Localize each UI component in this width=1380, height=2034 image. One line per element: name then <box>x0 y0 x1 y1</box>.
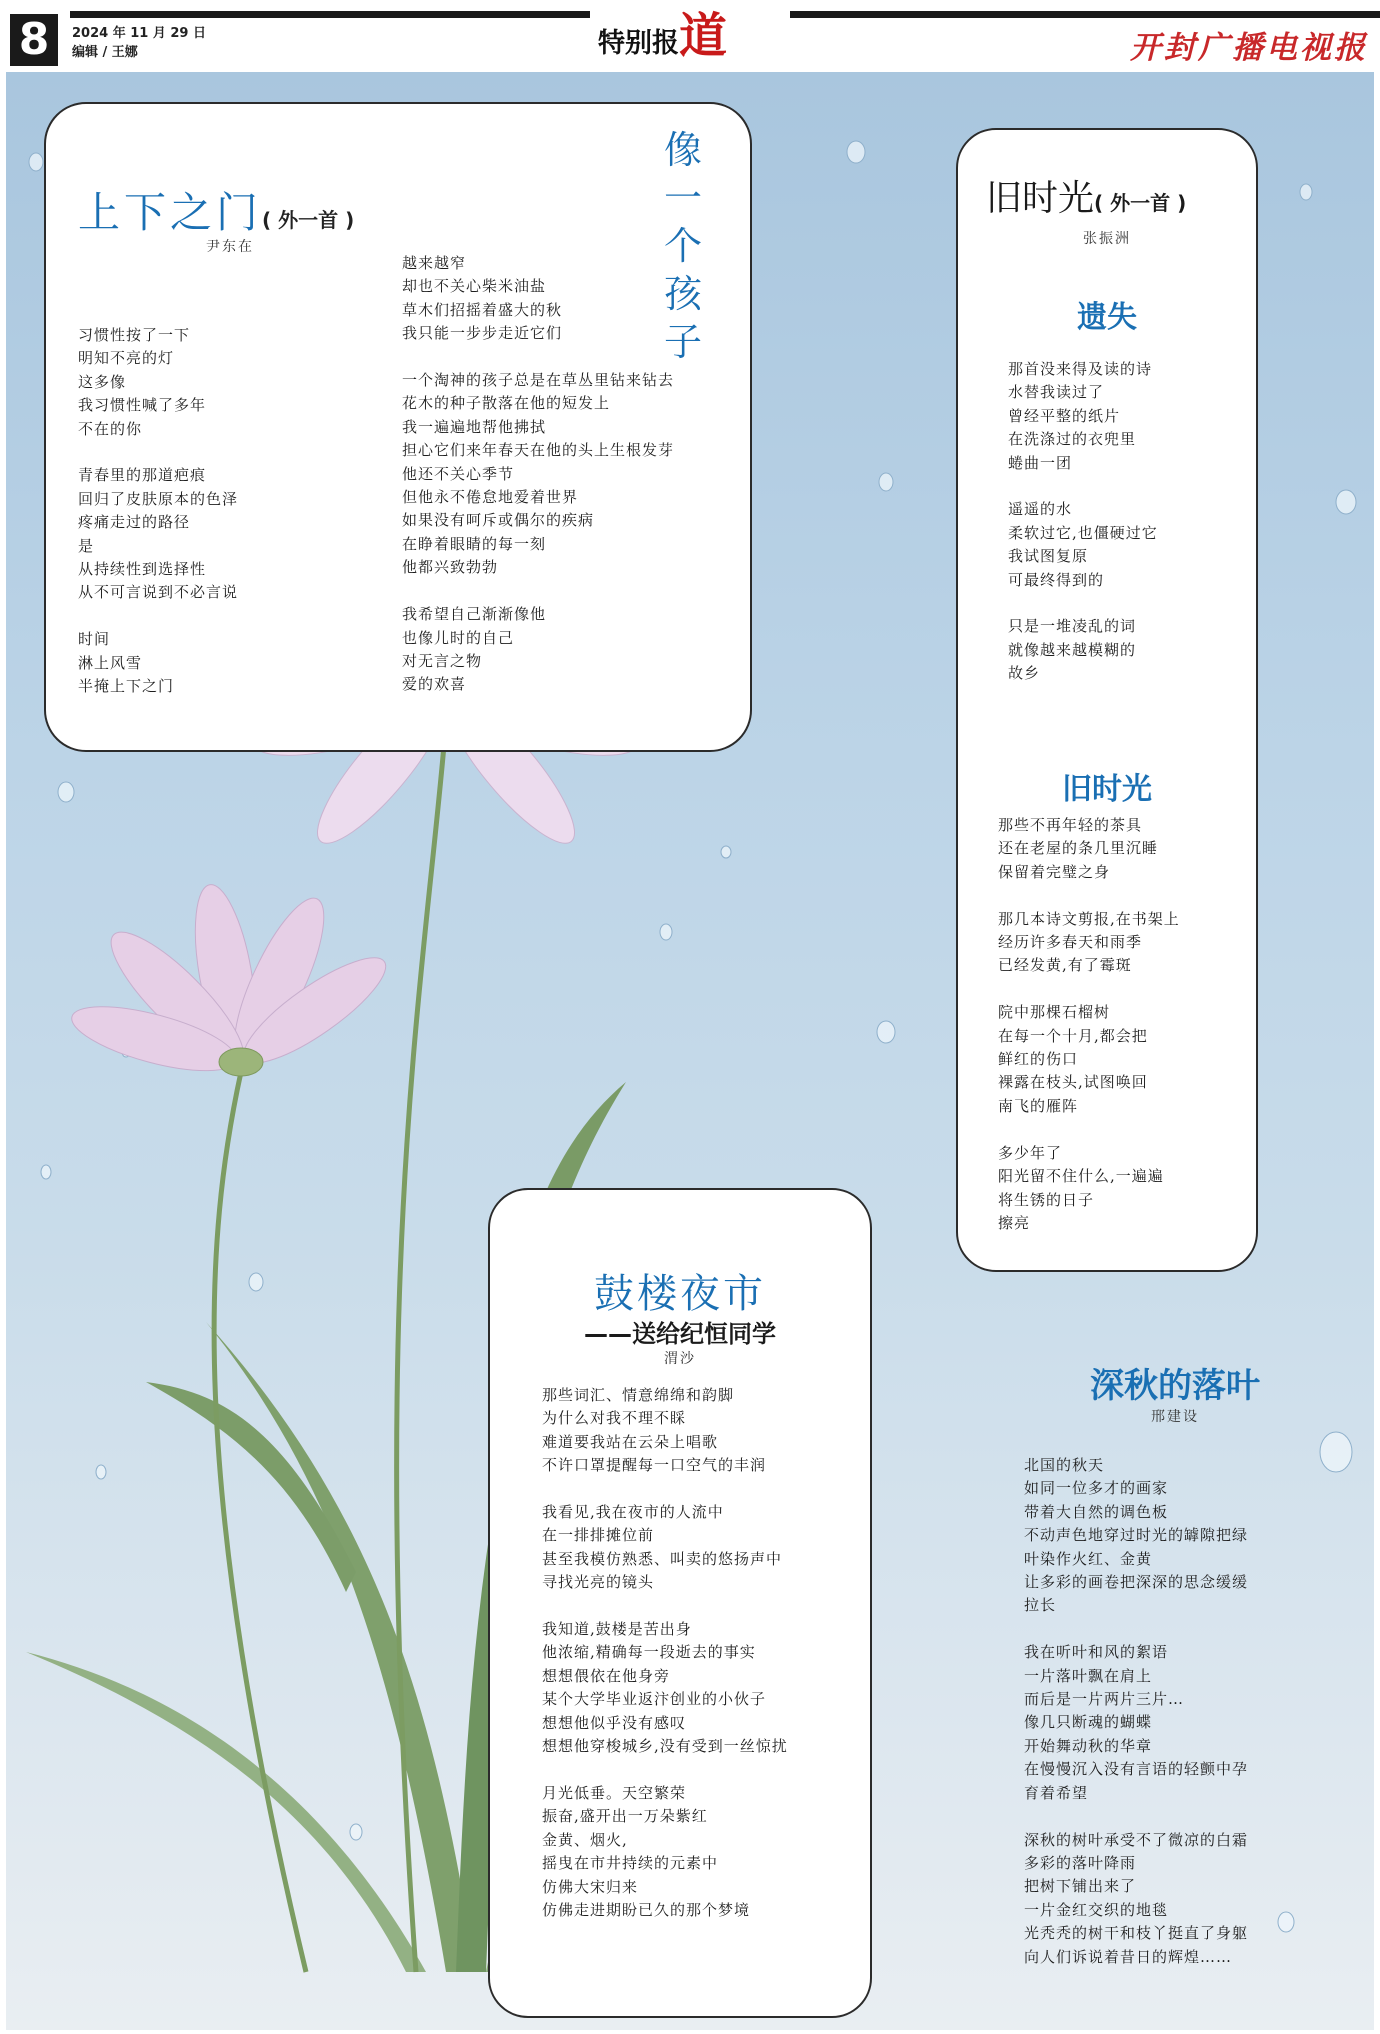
poem3-sub2-body: 那些不再年轻的茶具 还在老屋的条几里沉睡 保留着完璧之身 那几本诗文剪报,在书架上 经历许多春天和雨季 已经发黄,有了霉斑 院中那棵石榴树 在每一个十月,都会把 鲜红的伤口 裸露在枝头,试图唤回 南飞的雁阵 多少年了 阳光留不住什么,一遍遍 将生锈的日子 擦亮 <box>998 816 1180 1232</box>
poem1-body: 习惯性按了一下 明知不亮的灯 这多像 我习惯性喊了多年 不在的你 青春里的那道疤痕 回归了皮肤原本的色泽 疼痛走过的路径 是 从持续性到选择性 从不可言说到不必言说 时间 淋上风雪 半掩上下之门 <box>78 326 239 696</box>
poem3-sub2-title: 旧时光 <box>1062 772 1152 807</box>
poem2-body: 越来越窄 却也不关心柴米油盐 草木们招摇着盛大的秋 我只能一步步走近它们 一个淘神的孩子总是在草丛里钻来钻去 花木的种子散落在他的短发上 我一遍遍地帮他拂拭 担心它们来年春天在他的头上生根发芽 他还不关心季节 但他永不倦怠地爱着世界 如果没有呵斥或偶尔的疾病 在睁着眼睛的每一刻 他都兴致勃勃 我希望自己渐渐像他 也像儿时的自己 对无言之物 爱的欢喜 <box>402 254 675 694</box>
poem-card-gulouyeshi <box>488 1188 872 2018</box>
poem1-author: 尹东在 <box>206 239 254 255</box>
poem4-title: 鼓楼夜市 <box>594 1271 766 1317</box>
section-title <box>598 8 728 68</box>
poem2-title: 像一个孩子 <box>663 128 702 364</box>
section-title-main: 特别报 <box>598 28 679 59</box>
poem1-title: 上下之门 <box>78 188 263 237</box>
page-number: 8 <box>10 14 58 66</box>
poem3-sub1-body: 那首没来得及读的诗 水替我读过了 曾经平整的纸片 在洗涤过的衣兜里 蜷曲一团 遥遥的水 柔软过它,也僵硬过它 我试图复原 可最终得到的 只是一堆凌乱的词 就像越来越模糊的 故乡 <box>1008 360 1158 683</box>
poem5-author: 邢建设 <box>1151 1409 1199 1425</box>
poem-card-shangxiazhimen <box>44 102 752 752</box>
poem3-title-row <box>986 170 1186 221</box>
poem4-subtitle: ——送给纪恒同学 <box>584 1320 776 1348</box>
poem-section-shenqiu <box>1010 1350 1380 2010</box>
poem3-title: 旧时光 <box>986 178 1095 219</box>
poem3-title-suffix: ( 外一首 ) <box>1094 191 1187 215</box>
editor-credit: 编辑 / 王娜 <box>72 45 138 60</box>
poem4-author: 渭沙 <box>664 1351 696 1367</box>
page-header <box>0 0 1380 72</box>
poem-card-jiushiguang <box>956 128 1258 1272</box>
issue-date: 2024 年 11 月 29 日 <box>72 26 206 41</box>
poem3-sub1-title: 遗失 <box>1077 300 1137 335</box>
poem5-body: 北国的秋天 如同一位多才的画家 带着大自然的调色板 不动声色地穿过时光的罅隙把绿 叶染作火红、金黄 让多彩的画卷把深深的思念缓缓 拉长 我在听叶和风的絮语 一片落叶飘在肩上 而后是一片两片三片… 像几只断魂的蝴蝶 开始舞动秋的华章 在慢慢沉入没有言语的轻颤中孕 育着希望 深秋的树叶承受不了微凉的白霜 多彩的落叶降雨 把树下铺出来了 一片金红交织的地毯 光秃秃的树干和枝丫挺直了身躯 向人们诉说着昔日的辉煌…… <box>1024 1456 1249 1966</box>
newspaper-masthead: 开封广播电视报 <box>1130 30 1368 66</box>
poem1-title-suffix: ( 外一首 ) <box>262 208 355 232</box>
header-rule-right <box>790 11 1380 18</box>
poem3-author: 张振洲 <box>1083 231 1131 247</box>
small-flower <box>66 880 398 1084</box>
header-meta <box>72 24 206 62</box>
poem1-title-row <box>78 180 354 240</box>
poem5-title: 深秋的落叶 <box>1090 1366 1260 1406</box>
section-title-accent: 道 <box>679 8 728 64</box>
header-rule-left <box>70 11 590 18</box>
poem4-body: 那些词汇、情意绵绵和韵脚 为什么对我不理不睬 难道要我站在云朵上唱歌 不许口罩提醒每一口空气的丰润 我看见,我在夜市的人流中 在一排排摊位前 甚至我模仿熟悉、叫卖的悠扬声中 寻找光亮的镜头 我知道,鼓楼是苦出身 他浓缩,精确每一段逝去的事实 想想偎依在他身旁 某个大学毕业返汴创业的小伙子 想想他似乎没有感叹 想想他穿梭城乡,没有受到一丝惊扰 月光低垂。天空繁荣 振奋,盛开出一万朵紫红 金黄、烟火, 摇曳在市井持续的元素中 仿佛大宋归来 仿佛走进期盼已久的那个梦境 <box>542 1386 788 1919</box>
